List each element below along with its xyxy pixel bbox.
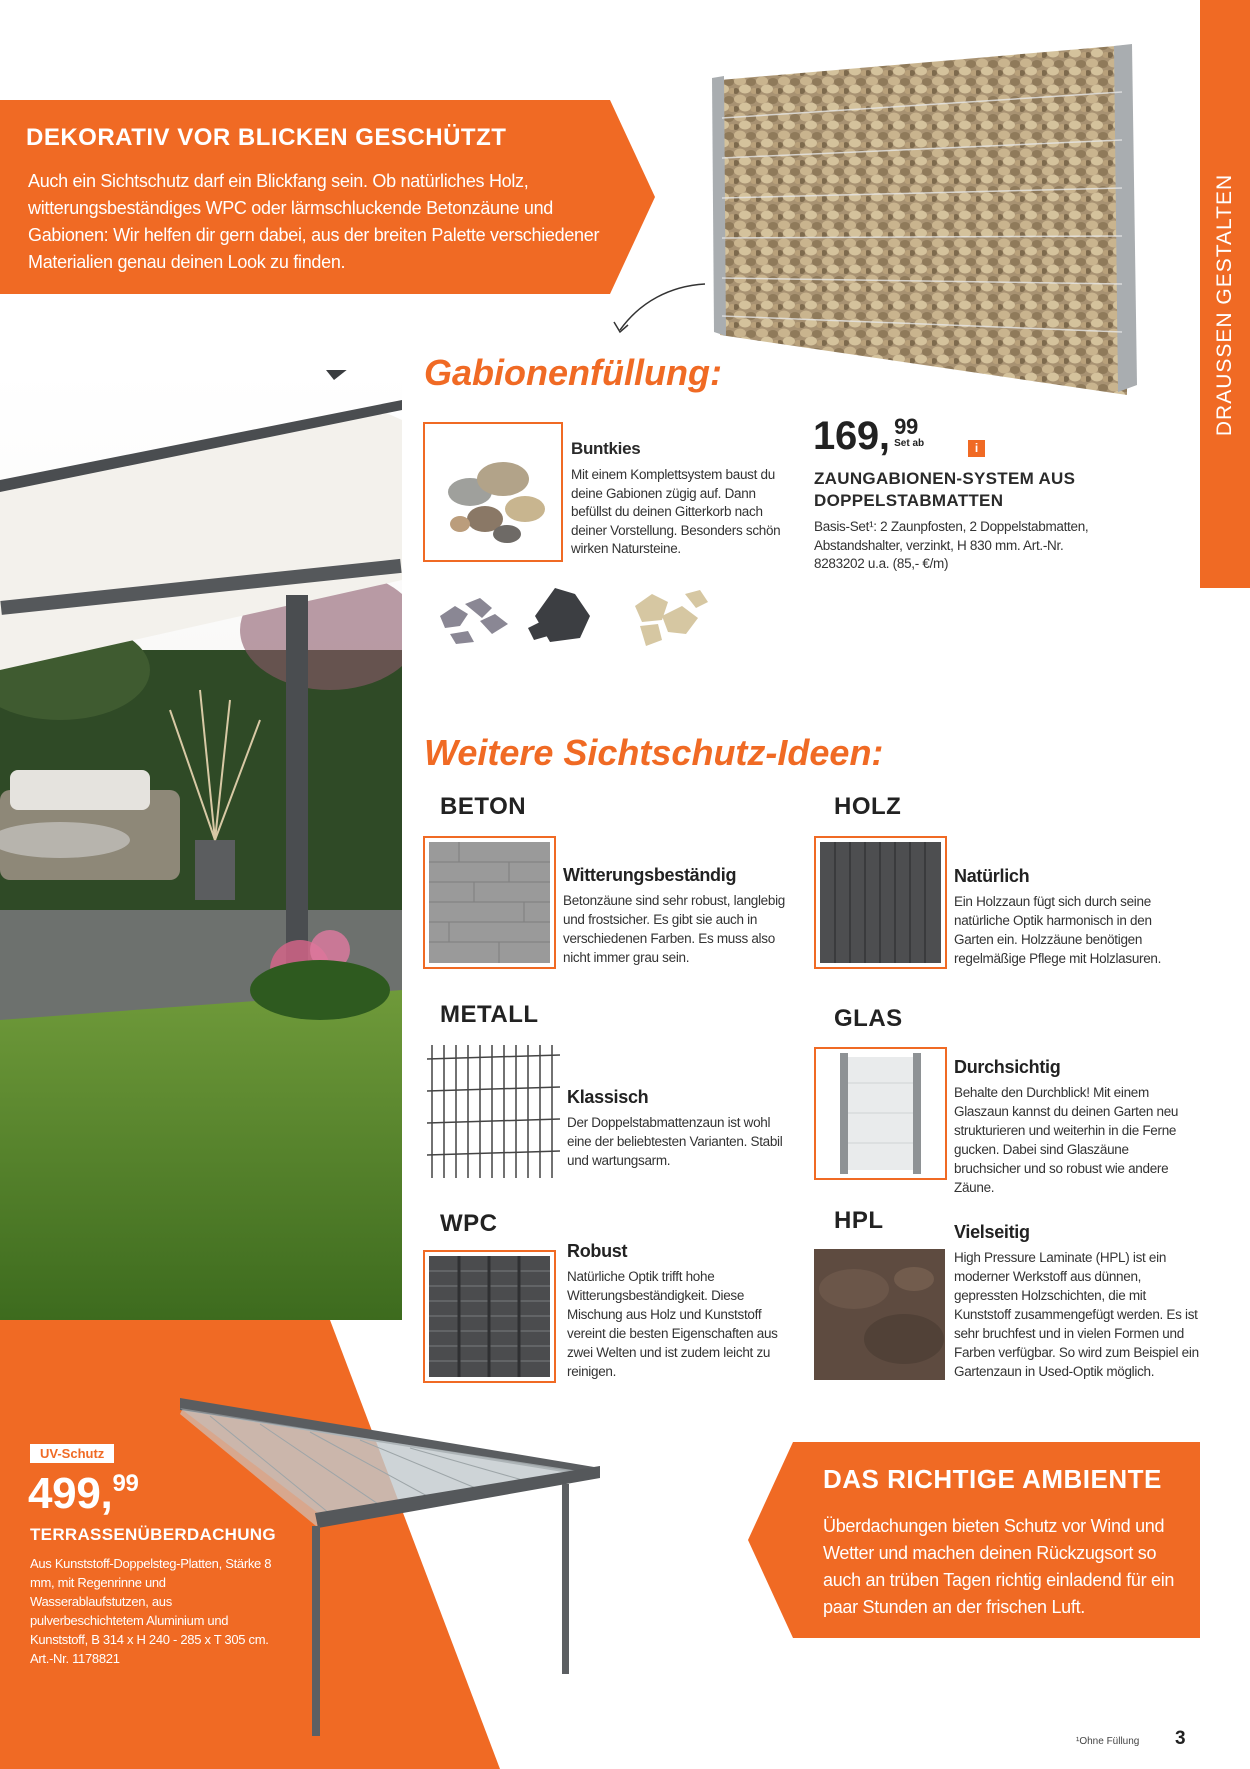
terrace-roof-image [160, 1388, 610, 1738]
glas-label: GLAS [834, 1005, 903, 1032]
footnote: ¹Ohne Füllung [1076, 1736, 1140, 1747]
product1-price [813, 416, 924, 456]
hpl-text: High Pressure Laminate (HPL) ist ein moderner Werkstoff aus dünnen, gepressten Holzschichten, die mit Kunststoff zusammengefügt werden. Es ist sehr bruchfest und in vielen Formen und Farben verfügbar. So wird zum Beispiel ein Gartenzaun in Used-Optik möglich. [954, 1250, 1199, 1379]
section-tab-label: DRAUSSEN GESTALTEN [1213, 173, 1236, 437]
product2-price [28, 1469, 139, 1518]
stone-samples-image [430, 576, 720, 656]
beton-text: Betonzäune sind sehr robust, langlebig und frostsicher. Es gibt sie auch in verschiedenen Farben. Es muss also nicht immer grau sein. [563, 893, 786, 965]
holz-label: HOLZ [834, 793, 902, 820]
product1-title: ZAUNGABIONEN-SYSTEM AUS DOPPELSTABMATTEN [814, 469, 1076, 510]
intro-title: DEKORATIV VOR BLICKEN GESCHÜTZT [26, 124, 507, 151]
product2-price-main: 499, [28, 1469, 113, 1518]
section-tab [1200, 0, 1250, 588]
gabionen-heading: Gabionenfüllung: [424, 352, 722, 393]
buntkies-title: Buntkies [571, 439, 641, 458]
buntkies-text: Mit einem Komplettsystem baust du deine Gabionen zügig auf. Dann befüllst du deinen Gitterkorb nach deiner Vorstellung. Besonders schön wirken Natursteine. [571, 467, 781, 556]
uv-schutz-badge: UV-Schutz [30, 1444, 114, 1463]
holz-text: Ein Holzzaun fügt sich durch seine natürliche Optik harmonisch in den Garten ein. Holzzäune benötigen regelmäßige Pflege mit Holzlasuren. [954, 894, 1162, 966]
product2-text: Aus Kunststoff-Doppelsteg-Platten, Stärke 8 mm, mit Regenrinne und Wasserablaufstutzen, aus pulverbeschichtetem Aluminium und Kunststoff, B 314 x H 240 - 285 x T 305 cm. Art.-Nr. 1178821 [30, 1556, 272, 1666]
ambiente-text: Überdachungen bieten Schutz vor Wind und Wetter und machen deinen Rückzugsort so auch an trüben Tagen richtig einladend für ein paar Stunden an der frischen Luft. [823, 1516, 1175, 1617]
product2-title: TERRASSENÜBERDACHUNG [30, 1525, 276, 1544]
metall-text: Der Doppelstabmattenzaun ist wohl eine der beliebtesten Varianten. Stabil und wartungsarm. [567, 1115, 783, 1168]
ambiente-title: DAS RICHTIGE AMBIENTE [823, 1464, 1162, 1494]
glas-text: Behalte den Durchblick! Mit einem Glaszaun kannst du deinen Garten neu strukturieren und weiterhin in die Ferne gucken. Dabei sind Glaszäune bruchsicher und so robust wie andere Zäune. [954, 1085, 1179, 1195]
beton-image [423, 836, 556, 969]
metall-label: METALL [440, 1001, 539, 1028]
buntkies-image [423, 422, 563, 562]
hpl-title: Vielseitig [954, 1222, 1030, 1242]
wpc-title: Robust [567, 1241, 628, 1261]
wpc-text: Natürliche Optik trifft hohe Witterungsbeständigkeit. Diese Mischung aus Holz und Kunststoff vereint die besten Eigenschaften aus zwei Welten und ist zudem leicht zu reinigen. [567, 1269, 778, 1379]
holz-image [814, 836, 947, 969]
info-icon[interactable]: i [968, 440, 985, 457]
product1-price-cents: 99 [894, 414, 918, 439]
metall-image [423, 1041, 556, 1174]
pergola-garden-photo [0, 370, 402, 1320]
beton-title: Witterungsbeständig [563, 865, 737, 885]
intro-text: Auch ein Sichtschutz darf ein Blickfang sein. Ob natürliches Holz, witterungsbeständiges WPC oder lärmschluckende Betonzäune und Gabionen: Wir helfen dir gern dabei, aus der breiten Palette verschiedener Materialien genau deinen Look zu finden. [28, 171, 600, 272]
product2-price-cents: 99 [112, 1470, 139, 1497]
pointer-arrow-icon [600, 282, 710, 342]
wpc-label: WPC [440, 1210, 498, 1237]
product1-set-ab: Set ab [894, 438, 925, 449]
product1-price-main: 169, [813, 414, 890, 458]
hpl-image [814, 1249, 945, 1380]
glas-image [814, 1047, 947, 1180]
gabion-wall-image [712, 40, 1162, 395]
ideas-heading: Weitere Sichtschutz-Ideen: [424, 732, 884, 773]
beton-label: BETON [440, 793, 527, 820]
product1-text: Basis-Set¹: 2 Zaunpfosten, 2 Doppelstabmatten, Abstandshalter, verzinkt, H 830 mm. Art.-Nr. 8283202 u.a. (85,- €/m) [814, 519, 1089, 571]
page-number: 3 [1175, 1728, 1186, 1749]
holz-title: Natürlich [954, 866, 1030, 886]
metall-title: Klassisch [567, 1087, 649, 1107]
hpl-label: HPL [834, 1207, 884, 1234]
glas-title: Durchsichtig [954, 1057, 1061, 1077]
